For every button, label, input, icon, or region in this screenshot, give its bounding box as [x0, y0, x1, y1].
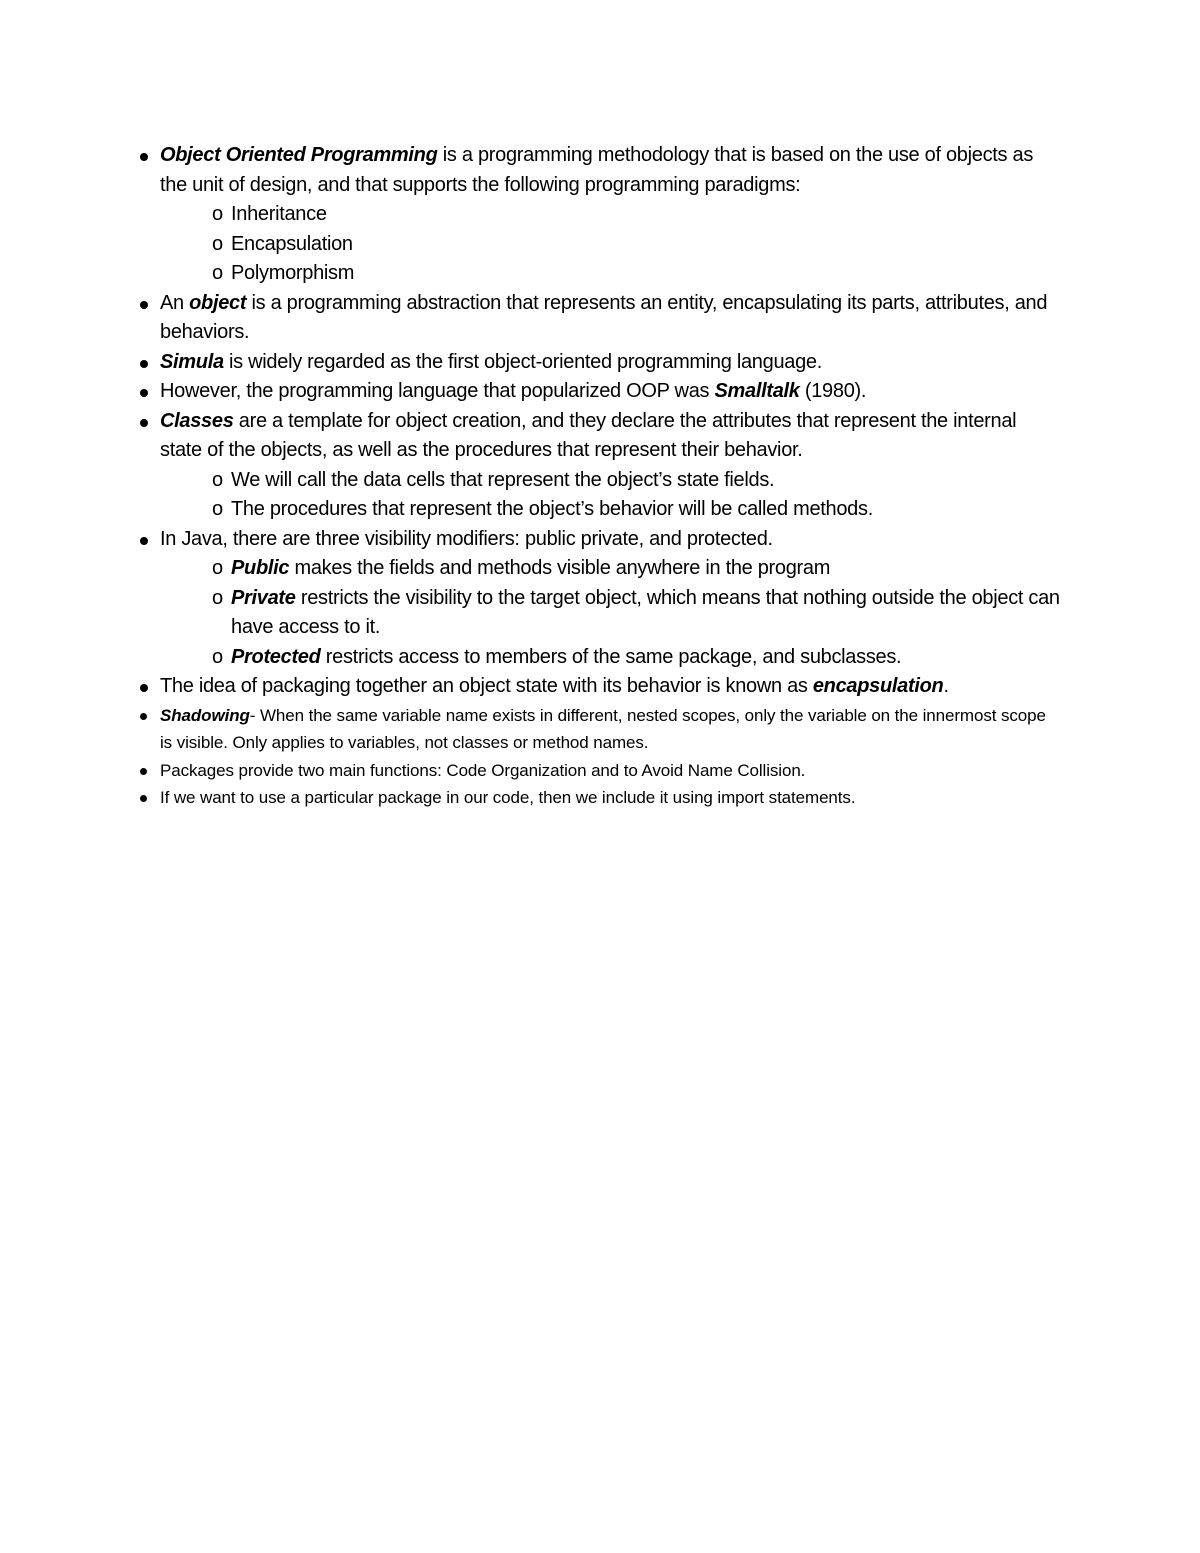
bullet-dot-icon [140, 419, 148, 427]
sub-item-private [140, 584, 1060, 643]
bullet-dot-icon [140, 301, 148, 309]
item-pre-text: The idea of packaging together an object state with its behavior is known as [160, 675, 813, 697]
circle-bullet-icon: o [212, 262, 223, 284]
circle-bullet-icon: o [212, 586, 223, 609]
item-text: (1980). [799, 380, 867, 402]
sub-item-fields [140, 466, 1060, 496]
item-pre-text: An [160, 291, 190, 314]
circle-bullet-icon: o [212, 557, 223, 579]
sub-item-polymorphism [140, 259, 1060, 289]
list-item-visibility [140, 525, 1060, 555]
circle-bullet-icon: o [212, 645, 223, 668]
term-encapsulation: encapsulation [812, 675, 944, 697]
term-smalltalk: Smalltalk [714, 380, 800, 402]
bullet-dot-icon [140, 684, 148, 692]
item-text: is a programming abstraction that represents an entity, encapsulating its parts, attributes, and behaviors. [160, 291, 1048, 343]
term-public: Public [231, 557, 290, 579]
term-object: object [189, 291, 247, 314]
item-text: are a template for object creation, and they declare the attributes that represent the internal state of the objects, as well as the procedures that represent their behavior. [160, 409, 1017, 461]
sub-item-text: Inheritance [231, 203, 327, 225]
sub-item-text: Polymorphism [231, 262, 355, 284]
sub-item-encapsulation [140, 230, 1060, 260]
sub-item-inheritance [140, 200, 1060, 230]
list-item-packages [140, 757, 1060, 785]
item-text: . [943, 675, 949, 697]
sub-item-text: We will call the data cells that represent the object’s state fields. [231, 468, 775, 491]
bullet-dot-icon [140, 795, 147, 802]
list-item-simula [140, 348, 1060, 378]
bullet-dot-icon [140, 153, 148, 161]
list-item-classes [140, 407, 1060, 466]
list-item-shadowing [140, 702, 1060, 757]
list-item-encapsulation [140, 672, 1060, 702]
term-private: Private [231, 586, 296, 609]
notes-list [140, 141, 1060, 812]
item-text: - When the same variable name exists in different, nested scopes, only the variable on the innermost scope is visible. Only applies to variables, not classes or method names. [160, 705, 1046, 752]
sub-item-text: Encapsulation [231, 232, 353, 255]
item-text: Packages provide two main functions: Code Organization and to Avoid Name Collision. [160, 760, 806, 780]
sub-item-methods [140, 495, 1060, 525]
term-classes: Classes [160, 409, 234, 432]
bullet-dot-icon [140, 768, 147, 775]
circle-bullet-icon: o [212, 232, 223, 255]
sub-item-text: The procedures that represent the object’s behavior will be called methods. [231, 498, 873, 520]
list-item-oop [140, 141, 1060, 200]
bullet-dot-icon [140, 713, 147, 720]
bullet-dot-icon [140, 537, 148, 545]
list-item-object [140, 289, 1060, 348]
bullet-dot-icon [140, 389, 148, 397]
item-text: is a programming methodology that is based on the use of objects as the unit of design, and that supports the following programming paradigms: [160, 144, 1034, 196]
item-text: In Java, there are three visibility modifiers: public private, and protected. [160, 527, 773, 550]
list-item-smalltalk [140, 377, 1060, 407]
circle-bullet-icon: o [212, 498, 223, 520]
item-pre-text: However, the programming language that popularized OOP was [160, 380, 715, 402]
item-text: If we want to use a particular package in our code, then we include it using import statements. [160, 788, 856, 807]
bullet-dot-icon [140, 360, 148, 368]
circle-bullet-icon: o [212, 203, 223, 225]
term-shadowing: Shadowing [160, 705, 250, 725]
sub-item-protected [140, 643, 1060, 673]
sub-item-public [140, 554, 1060, 584]
sub-item-text: restricts access to members of the same package, and subclasses. [320, 645, 902, 668]
term-protected: Protected [231, 645, 321, 668]
term-oop: Object Oriented Programming [160, 144, 438, 166]
circle-bullet-icon: o [212, 468, 223, 491]
item-text: is widely regarded as the first object-oriented programming language. [223, 350, 823, 373]
sub-item-text: makes the fields and methods visible anywhere in the program [289, 557, 831, 579]
term-simula: Simula [160, 350, 224, 373]
list-item-import [140, 784, 1060, 812]
sub-item-text: restricts the visibility to the target object, which means that nothing outside the object can have access to it. [231, 586, 1060, 638]
